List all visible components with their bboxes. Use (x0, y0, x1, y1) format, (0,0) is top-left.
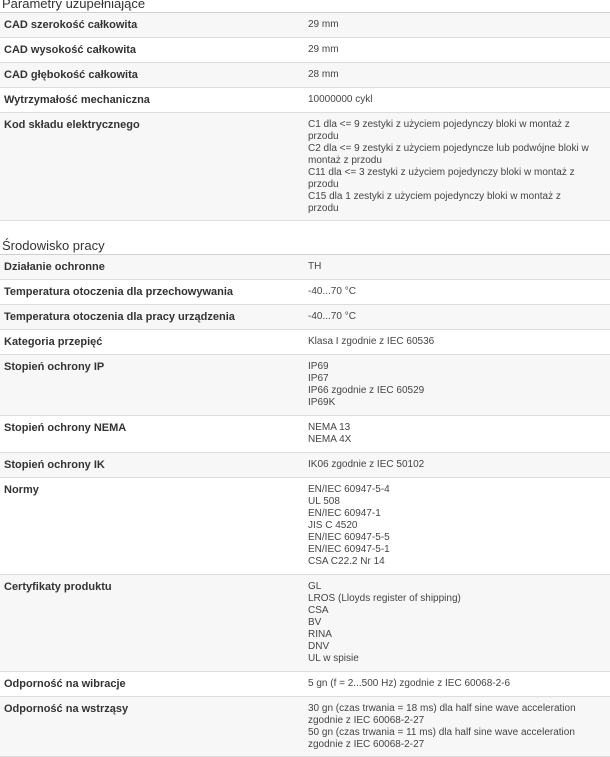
spec-value-line: -40...70 °C (308, 311, 356, 322)
spec-row (0, 575, 610, 672)
spec-value-line: 29 mm (308, 44, 339, 55)
spec-value-line: 30 gn (czas trwania = 18 ms) dla half sine wave acceleration (308, 703, 576, 714)
spec-row (0, 416, 610, 453)
spec-row (0, 88, 610, 113)
spec-value-line: EN/IEC 60947-5-5 (308, 532, 390, 543)
spec-label: Stopień ochrony NEMA (4, 422, 127, 434)
spec-value-line: TH (308, 261, 322, 272)
spec-row (0, 453, 610, 478)
spec-row (0, 280, 610, 305)
spec-label: CAD wysokość całkowita (4, 44, 137, 56)
spec-row (0, 355, 610, 416)
spec-value-line: montaż z przodu (308, 155, 382, 166)
spec-label: Stopień ochrony IP (4, 361, 105, 373)
spec-row (0, 38, 610, 63)
section-title-environment: Środowisko pracy (0, 235, 610, 255)
spec-value-line: NEMA 13 (308, 422, 351, 433)
spec-value (306, 575, 606, 671)
spec-value (306, 355, 606, 415)
spec-value (306, 453, 606, 477)
spec-value-line: EN/IEC 60947-5-4 (308, 484, 390, 495)
spec-value-line: przodu (308, 179, 339, 190)
spec-row (0, 113, 610, 221)
spec-value-line: IP67 (308, 373, 329, 384)
spec-value-line: IP66 zgodnie z IEC 60529 (308, 385, 425, 396)
spec-value (306, 478, 606, 574)
spec-value-line: zgodnie z IEC 60068-2-27 (308, 715, 425, 726)
spec-value-line: przodu (308, 203, 339, 214)
spec-value-line: C2 dla <= 9 zestyki z użyciem pojedyncze lub podwójne bloki w (308, 143, 589, 154)
spec-value-line: Klasa I zgodnie z IEC 60536 (308, 336, 435, 347)
spec-value-line: -40...70 °C (308, 286, 356, 297)
spec-row (0, 63, 610, 88)
spec-value-line: DNV (308, 641, 330, 652)
spec-label: Temperatura otoczenia dla przechowywania (4, 286, 234, 298)
spec-value (306, 416, 606, 452)
spec-value-line: 29 mm (308, 19, 339, 30)
spec-table-environment (0, 255, 610, 757)
spec-label: Temperatura otoczenia dla pracy urządzenia (4, 311, 235, 323)
spec-value (306, 697, 606, 756)
spec-value-line: 50 gn (czas trwania = 11 ms) dla half sine wave acceleration (308, 727, 575, 738)
spec-value-line: LROS (Lloyds register of shipping) (308, 593, 461, 604)
spec-row (0, 672, 610, 697)
spec-row (0, 478, 610, 575)
spec-label: Odporność na wstrząsy (4, 703, 129, 715)
spec-value (306, 38, 606, 62)
spec-value-line: IP69 (308, 361, 329, 372)
spec-value (306, 13, 606, 37)
spec-value (306, 305, 606, 329)
spec-value-line: C15 dla 1 zestyki z użyciem pojedynczy bloki w montaż z (308, 191, 561, 202)
spec-value-line: C11 dla <= 3 zestyki z użyciem pojedynczy bloki w montaż z (308, 167, 575, 178)
spec-label: Normy (4, 484, 39, 496)
spec-value (306, 330, 606, 354)
spec-value-line: CSA (308, 605, 329, 616)
spec-value-line: CSA C22.2 Nr 14 (308, 556, 385, 567)
spec-table-supplementary (0, 13, 610, 221)
spec-value-line: 10000000 cykl (308, 94, 373, 105)
spec-value-line: UL 508 (308, 496, 340, 507)
spec-value-line: C1 dla <= 9 zestyki z użyciem pojedynczy bloki w montaż z (308, 119, 570, 130)
spec-value (306, 88, 606, 112)
spec-value (306, 255, 606, 279)
spec-row (0, 305, 610, 330)
spec-value-line: GL (308, 581, 322, 592)
spec-value-line: UL w spisie (308, 653, 359, 664)
spec-label: Kod składu elektrycznego (4, 119, 140, 131)
spec-label: Wytrzymałość mechaniczna (4, 94, 150, 106)
spec-value (306, 113, 606, 220)
spec-value-line: IP69K (308, 397, 336, 408)
spec-value (306, 280, 606, 304)
spec-label: Certyfikaty produktu (4, 581, 112, 593)
spec-value (306, 63, 606, 87)
spec-label: Działanie ochronne (4, 261, 105, 273)
spec-row (0, 330, 610, 355)
spec-label: CAD głębokość całkowita (4, 69, 138, 81)
spec-row (0, 697, 610, 757)
spec-value-line: 5 gn (f = 2...500 Hz) zgodnie z IEC 60068-2-6 (308, 678, 511, 689)
spec-value-line: NEMA 4X (308, 434, 352, 445)
spec-value-line: BV (308, 617, 322, 628)
spec-value-line: zgodnie z IEC 60068-2-27 (308, 739, 425, 750)
spec-value-line: EN/IEC 60947-5-1 (308, 544, 390, 555)
spec-label: Kategoria przepięć (4, 336, 103, 348)
spec-value-line: JIS C 4520 (308, 520, 358, 531)
spec-value-line: przodu (308, 131, 339, 142)
spec-label: Odporność na wibracje (4, 678, 126, 690)
spec-value-line: RINA (308, 629, 332, 640)
spec-row (0, 255, 610, 280)
spec-label: CAD szerokość całkowita (4, 19, 138, 31)
spec-label: Stopień ochrony IK (4, 459, 105, 471)
spec-value-line: EN/IEC 60947-1 (308, 508, 381, 519)
spec-row (0, 13, 610, 38)
spec-value (306, 672, 606, 696)
section-title-supplementary: Parametry uzupełniające (0, 0, 610, 13)
spec-value-line: 28 mm (308, 69, 339, 80)
spec-value-line: IK06 zgodnie z IEC 50102 (308, 459, 425, 470)
